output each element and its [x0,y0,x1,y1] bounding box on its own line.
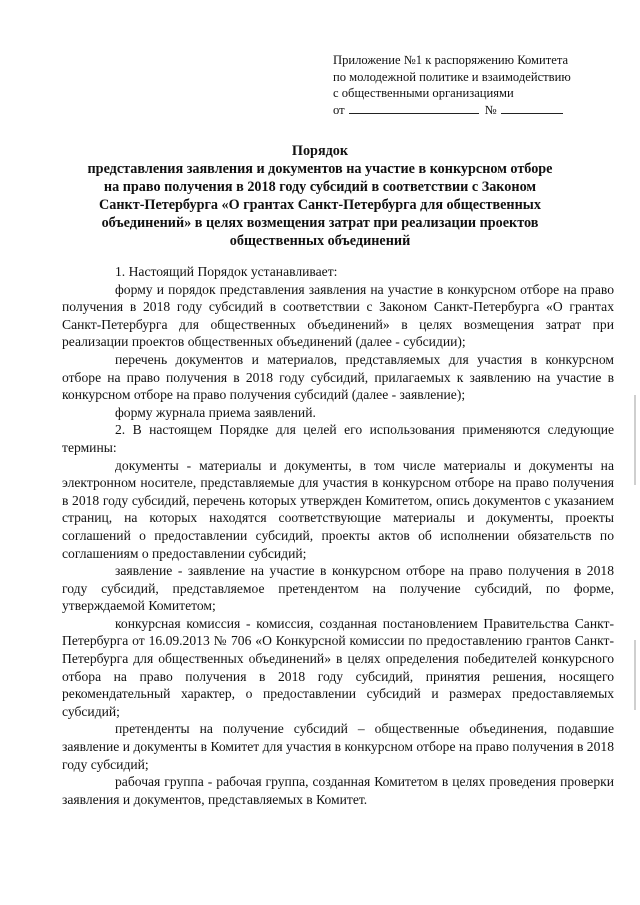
date-prefix: от [333,102,345,117]
title-line-1: представления заявления и документов на участие в конкурсном отборе [87,161,553,177]
paragraph-5: 2. В настоящем Порядке для целей его использования применяются следующие термины: [62,422,614,455]
number-blank [501,102,563,114]
paragraph-2: форму и порядок представления заявления на участие в конкурсном отборе на право получения в 2018 году субсидий в соответствии с Законом Санкт-Петербурга «О грантах Санкт-Петербурга для общественных объединений» в целях возмещения затрат при реализации проектов общественных объединений (далее - субсидии); [62,281,614,350]
paragraph-6: документы - материалы и документы, в том числе материалы и документы на электронном носителе, представляемые для участия в конкурсном отборе на право получения в 2018 году субсидий, перечень которых утвержден Комитетом, опись документов с указанием страниц, на которых находятся соответствующие материалы и документы, проекты соглашений о предоставлении субсидий, проекты актов об исполнении обязательств по соглашениям о предоставлении субсидий; [62,457,614,561]
title-heading: Порядок [291,143,349,159]
paragraph-10: рабочая группа - рабочая группа, созданная Комитетом в целях проведения проверки заявления и документов, представляемых в Комитет. [62,774,614,807]
appendix-header [333,52,623,118]
document-body [62,263,614,808]
appendix-date-line [333,102,623,119]
appendix-line-2: по молодежной политике и взаимодействию [333,69,571,84]
title-line-4: объединений» в целях возмещения затрат при реализации проектов [101,215,539,231]
scan-edge-mark [634,640,636,710]
appendix-line-3: с общественными организациями [333,86,514,100]
paragraph-9: претенденты на получение субсидий – общественные объединения, подавшие заявление и документы в Комитет для участия в конкурсном отборе на право получения в 2018 году субсидий; [62,721,614,772]
paragraph-7: заявление - заявление на участие в конкурсном отборе на право получения в 2018 году субсидий, представляемое претендентом на получение субсидий, по форме, утверждаемой Комитетом; [62,563,614,614]
date-blank [349,102,479,114]
title-line-2: на право получения в 2018 году субсидий в соответствии с Законом [103,179,537,195]
paragraph-8: конкурсная комиссия - комиссия, созданная постановлением Правительства Санкт-Петербурга от 16.09.2013 № 706 «О Конкурсной комиссии по предоставлению грантов Санкт-Петербурга для общественных объединений» в целях определения победителей конкурсного отбора на право получения в 2018 году субсидий, принятия решения, носящего рекомендательный характер, о предоставлении субсидий и размерах предоставляемых субсидий; [62,615,614,719]
title-line-5: общественных объединений [229,233,411,249]
number-sign: № [484,102,497,117]
paragraph-3: перечень документов и материалов, представляемых для участия в конкурсном отборе на право получения в 2018 году субсидий, прилагаемых к заявлению на участие в конкурсном отборе на право получения субсидий (далее - заявление); [62,351,614,403]
document-title [70,142,570,250]
paragraph-1: 1. Настоящий Порядок устанавливает: [115,264,338,279]
scan-edge-mark [634,395,636,485]
appendix-line-1: Приложение №1 к распоряжению Комитета [333,53,569,67]
title-line-3: Санкт-Петербурга «О грантах Санкт-Петербурга для общественных [99,197,541,213]
paragraph-4: форму журнала приема заявлений. [115,404,316,420]
